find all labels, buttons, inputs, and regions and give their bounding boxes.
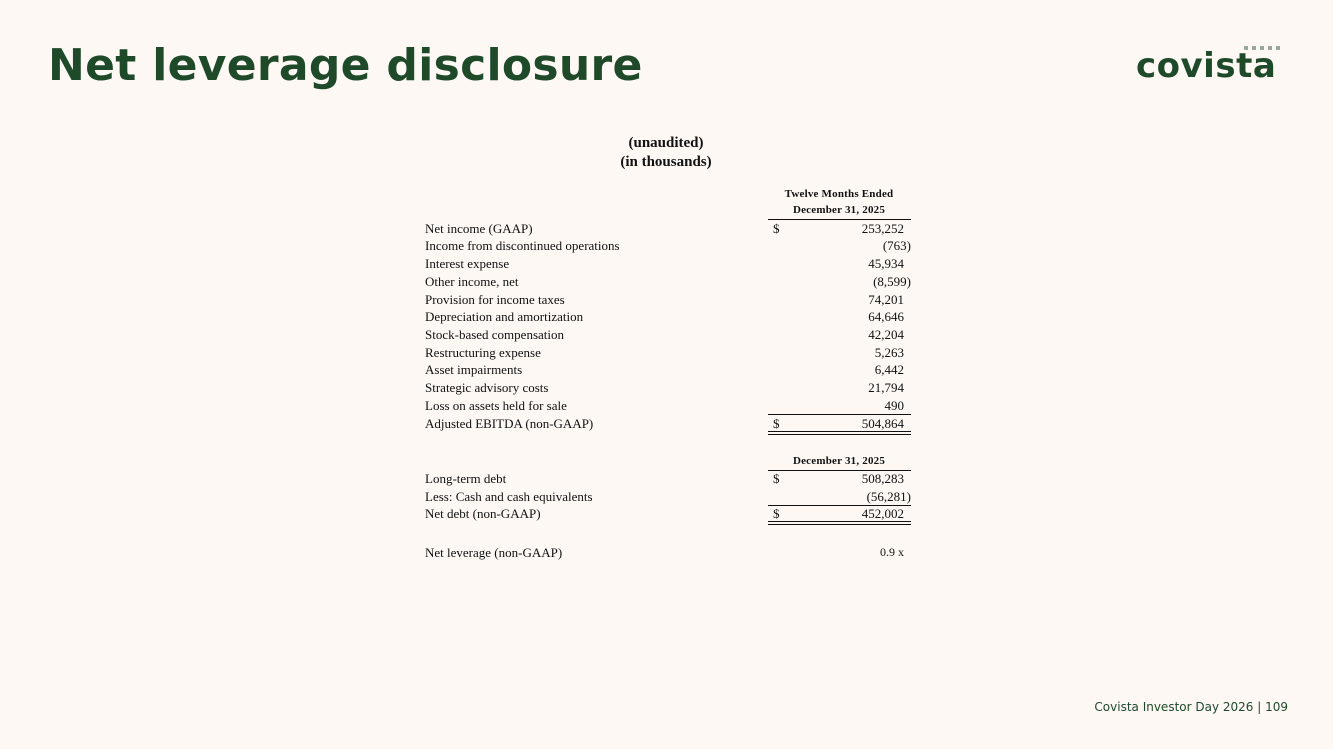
table-row <box>425 292 911 310</box>
row-label: Restructuring expense <box>425 345 541 360</box>
table-row <box>425 274 911 292</box>
row-currency: $ <box>773 221 780 236</box>
table-row <box>425 238 911 256</box>
row-value: 6,442 <box>874 362 904 377</box>
row-value: (56,281) <box>866 489 911 504</box>
subtitle-unaudited: (unaudited) <box>628 135 704 151</box>
row-label: Net income (GAAP) <box>425 221 533 236</box>
row-value: 42,204 <box>868 327 904 342</box>
column-header-period: Twelve Months Ended <box>784 188 894 200</box>
row-value: 5,263 <box>874 345 904 360</box>
row-value: 490 <box>884 398 904 413</box>
total-label: Net debt (non-GAAP) <box>425 506 541 521</box>
table-row <box>425 327 911 345</box>
row-label: Other income, net <box>425 274 519 289</box>
row-label: Loss on assets held for sale <box>425 398 567 413</box>
row-value: (8,599) <box>873 274 911 289</box>
row-label: Strategic advisory costs <box>425 380 549 395</box>
total-double-underline-2 <box>768 521 911 525</box>
row-label: Asset impairments <box>425 362 523 377</box>
row-label: Provision for income taxes <box>425 292 565 307</box>
row-value: 64,646 <box>868 309 904 324</box>
subtitle-thousands: (in thousands) <box>620 154 712 170</box>
leverage-value: 0.9 x <box>880 545 904 559</box>
column-header-date-2: December 31, 2025 <box>792 455 886 467</box>
table-row <box>425 345 911 363</box>
row-label: Interest expense <box>425 256 510 271</box>
header-underline <box>768 219 911 220</box>
row-value: 45,934 <box>868 256 904 271</box>
covista-logo <box>1136 44 1292 88</box>
table-row <box>425 256 911 274</box>
total-double-underline <box>768 431 911 435</box>
column-header-date: December 31, 2025 <box>792 204 886 216</box>
table-row <box>425 309 911 327</box>
row-value: 253,252 <box>861 221 904 236</box>
table-row <box>425 471 911 489</box>
leverage-label: Net leverage (non-GAAP) <box>425 545 563 560</box>
total-currency: $ <box>773 416 780 431</box>
row-value: (763) <box>882 238 911 253</box>
row-label: Stock-based compensation <box>425 327 564 342</box>
total-value: 504,864 <box>861 416 904 431</box>
row-value: 508,283 <box>861 471 904 486</box>
total-currency: $ <box>773 506 780 521</box>
row-value: 74,201 <box>868 292 904 307</box>
row-label: Income from discontinued operations <box>425 238 620 253</box>
row-label: Depreciation and amortization <box>425 309 584 324</box>
row-currency: $ <box>773 471 780 486</box>
row-label: Less: Cash and cash equivalents <box>425 489 593 504</box>
table-row <box>425 221 911 239</box>
row-label: Long-term debt <box>425 471 507 486</box>
footer-text: Covista Investor Day 2026 | 109 <box>1094 700 1288 714</box>
row-value: 21,794 <box>868 380 904 395</box>
total-label: Adjusted EBITDA (non-GAAP) <box>425 416 594 431</box>
total-value: 452,002 <box>861 506 904 521</box>
table-row <box>425 380 911 398</box>
page-title: Net leverage disclosure <box>48 40 643 91</box>
table-row-leverage <box>425 545 911 563</box>
subtotal-underline <box>768 414 911 415</box>
table-row <box>425 362 911 380</box>
logo-text: covista <box>1136 46 1277 86</box>
